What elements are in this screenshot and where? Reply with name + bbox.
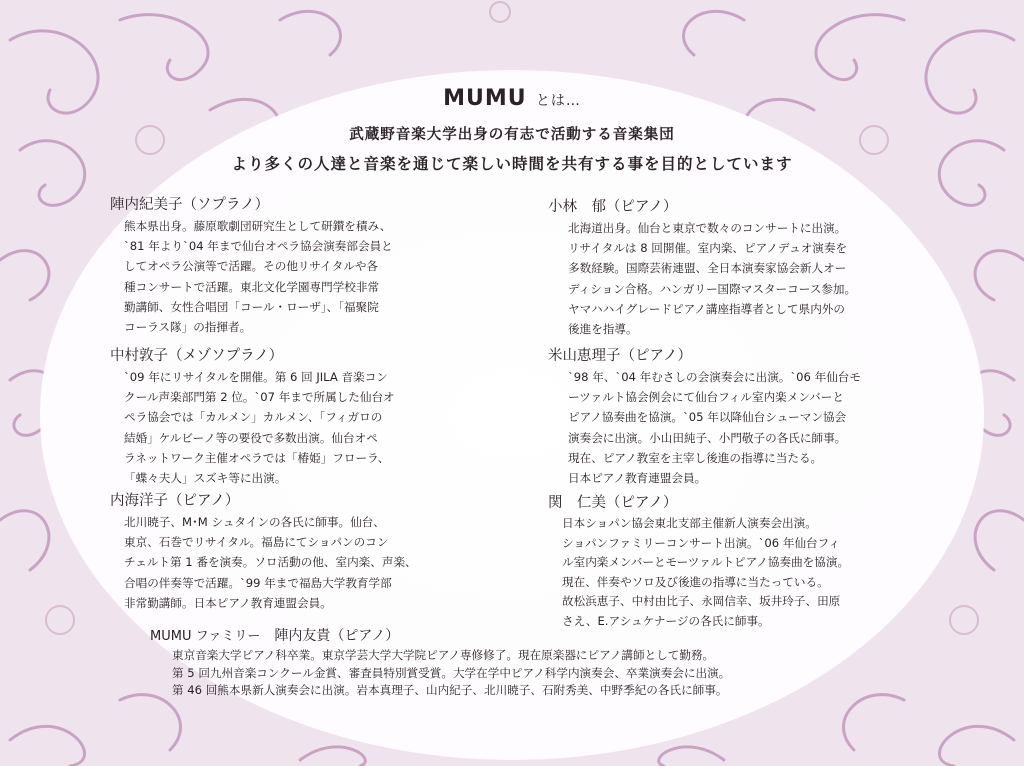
- bio-line: 種コンサートで活躍。東北文化学園専門学校非常: [124, 279, 380, 294]
- bio-line: 故松浜恵子、中村由比子、永岡信幸、坂井玲子、田原: [562, 594, 841, 609]
- profile-seki-hitomi: [548, 491, 849, 632]
- bio-line: 勤講師、女性合唱団「コール・ローザ」、「福聚院: [124, 299, 379, 314]
- bio-line: 熊本県出身。藤原歌劇団研究生として研鑚を積み、: [124, 219, 392, 233]
- profile-name: 中村敦子（メゾソプラノ）: [110, 348, 284, 364]
- bio-line: `98 年、`04 年むさしの会演奏会に出演。`06 年仙台モ: [568, 370, 861, 384]
- profile-yoneyama-eriko: [548, 344, 861, 488]
- bio-line: 合唱の伴奏等で活躍。`99 年まで福島大学教育学部: [124, 575, 392, 590]
- bio-line: 第 46 回熊本県新人演奏会に出演。岩本真理子、山内紀子、北川暁子、石附秀美、中野季紀の各氏に師事。: [172, 683, 728, 698]
- profile-bio: [124, 512, 417, 613]
- title-suffix: とは…: [535, 93, 581, 109]
- profile-nakamura-atsuko: [110, 344, 395, 488]
- bio-line: クール声楽部門第 2 位。`07 年まで所属した仙台オ: [124, 390, 395, 405]
- title-word: MUMU: [443, 86, 527, 111]
- bio-line: 「蝶々夫人」スズキ等に出演。: [124, 471, 287, 486]
- subtitle-2: より多くの人達と音楽を通じて楽しい時間を共有する事を目的としています: [231, 155, 793, 173]
- profile-jinnouchi-kimiko: [110, 193, 393, 337]
- bio-line: ディション合格。ハンガリー国際マスターコース参加。: [568, 281, 857, 296]
- profile-name: 内海洋子（ピアノ）: [110, 493, 240, 509]
- profile-bio: [568, 218, 856, 339]
- bio-line: 演奏会に出演。小山田純子、小門敬子の各氏に師事。: [568, 430, 847, 445]
- profile-kobayashi-kaoru: [548, 195, 856, 339]
- bio-line: してオペラ公演等で活躍。その他リサイタルや各: [124, 259, 379, 274]
- profile-name: 陣内紀美子（ソプラノ）: [110, 197, 270, 213]
- family-heading: [150, 625, 730, 645]
- bio-line: ーツァルト協会例会にて仙台フィル室内楽メンバーと: [568, 390, 844, 405]
- profile-name: 関 仁美（ピアノ）: [548, 495, 678, 511]
- profile-name: 米山恵理子（ピアノ）: [548, 348, 692, 364]
- bio-line: 日本ショパン協会東北支部主催新人演奏会出演。: [562, 516, 817, 530]
- bio-line: ショパンファミリーコンサート出演。`06 年仙台フィ: [562, 535, 840, 550]
- bio-line: 第 5 回九州音楽コンクール金賞、審査員特別賞受賞。大学在学中ピアノ科学内演奏会、卒業演奏会に出演。: [172, 665, 731, 680]
- family-label: MUMU ファミリー: [150, 629, 261, 644]
- bio-line: ピアノ協奏曲を協演。`05 年以降仙台シューマン協会: [568, 410, 847, 425]
- profile-bio: [568, 367, 861, 488]
- bio-line: ル室内楽メンバーとモーツァルトピアノ協奏曲を協演。: [562, 555, 850, 570]
- bio-line: ペラ協会では「カルメン」カルメン、「フィガロの: [124, 410, 383, 425]
- bio-line: `81 年より`04 年まで仙台オペラ協会演奏部会員と: [124, 239, 393, 254]
- bio-line: `09 年にリサイタルを開催。第 6 回 JILA 音楽コン: [124, 370, 388, 384]
- page-title: [0, 86, 1024, 111]
- bio-line: リサイタルは 8 回開催。室内楽、ピアノデュオ演奏を: [568, 241, 848, 256]
- family-member-name: 陣内友貴（ピアノ）: [274, 628, 400, 644]
- bio-line: コーラス隊」の指揮者。: [124, 320, 252, 335]
- bio-line: 多数経験。国際芸術連盟、全日本演奏家協会新人オー: [568, 261, 847, 276]
- bio-line: 東京音楽大学ピアノ科卒業。東京学芸大学大学院ピアノ専修修了。現在原楽器にピアノ講師として勤務。: [172, 648, 715, 662]
- profile-bio: [124, 367, 395, 488]
- bio-line: 結婚」ケルビーノ等の要役で多数出演。仙台オペ: [124, 430, 378, 445]
- bio-line: 現在、伴奏やソロ及び後進の指導に当たっている。: [562, 574, 829, 589]
- bio-line: 北川暁子、M･M シュタインの各氏に師事。仙台、: [124, 515, 385, 529]
- bio-line: ラネットワーク主催オペラでは「椿姫」フローラ、: [124, 450, 390, 465]
- bio-line: さえ、E.アシュケナージの各氏に師事。: [562, 613, 770, 628]
- profile-bio: [562, 514, 849, 632]
- bio-line: チェルト第 1 番を演奏。ソロ活動の他、室内楽、声楽、: [124, 555, 417, 570]
- bio-line: 後進を指導。: [568, 322, 638, 337]
- profile-utsumi-yoko: [110, 489, 417, 613]
- bio-line: 日本ピアノ教育連盟会員。: [568, 471, 707, 486]
- family-section: [150, 625, 730, 700]
- profile-bio: [124, 216, 393, 337]
- bio-line: 北海道出身。仙台と東京で数々のコンサートに出演。: [568, 221, 847, 235]
- bio-line: 非常勤講師。日本ピアノ教育連盟会員。: [124, 595, 332, 610]
- bio-line: 現在、ピアノ教室を主宰し後進の指導に当たる。: [568, 450, 823, 465]
- subtitle-1: 武蔵野音楽大学出身の有志で活動する音楽集団: [349, 127, 675, 143]
- bio-line: ヤマハハイグレードピアノ講座指導者として県内外の: [568, 301, 845, 316]
- family-bio: [172, 647, 730, 700]
- bio-line: 東京、石巻でリサイタル。福島にてショパンのコン: [124, 535, 389, 550]
- profile-name: 小林 郁（ピアノ）: [548, 199, 678, 215]
